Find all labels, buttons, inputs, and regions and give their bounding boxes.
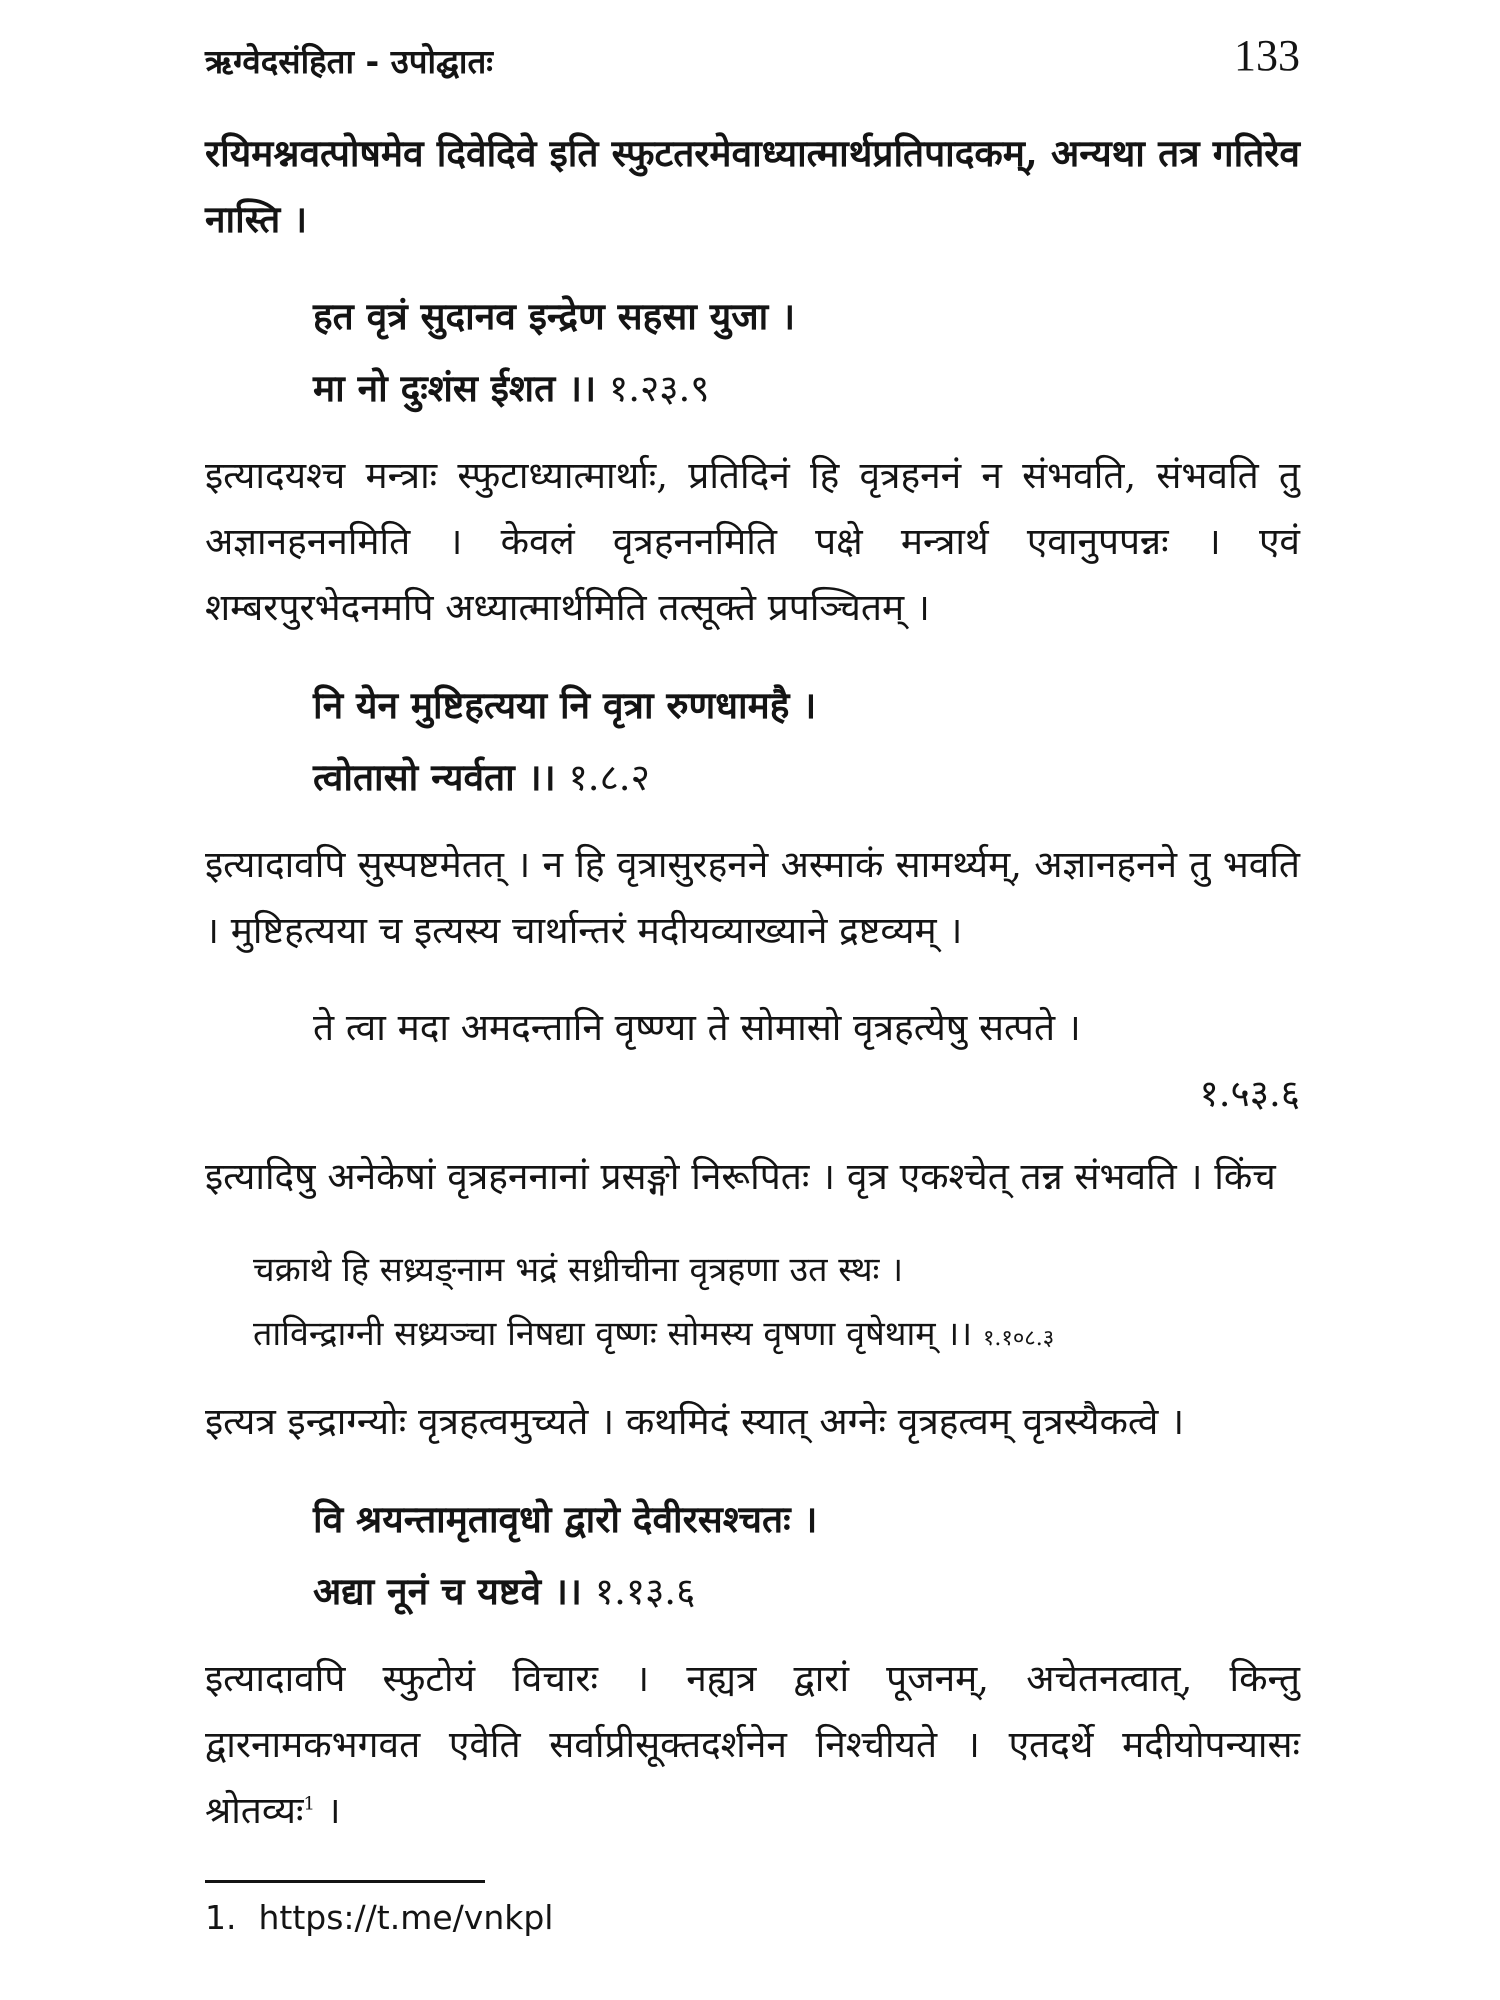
- footnote-number: 1.: [205, 1898, 237, 1937]
- page-number: 133: [1234, 31, 1300, 80]
- verse-line: [313, 352, 1300, 425]
- verse-line: चक्राथे हि सध्र्यङ्नाम भद्रं सध्रीचीना वृत्रहणा उत स्थः ।: [253, 1250, 904, 1290]
- paragraph-2: इत्यादयश्च मन्त्राः स्फुटाध्यात्मार्थाः, प्रतिदिनं हि वृत्रहननं न संभवति, संभवति तु अज्ञानहननमिति । केवलं वृत्रहननमिति पक्षे मन्त्रार्थ एवानुपपन्नः । एवं शम्बरपुरभेदनमपि अध्यात्मार्थमिति तत्सूक्ते प्रपञ्चितम् ।: [205, 454, 1300, 629]
- page-header: [205, 30, 1300, 90]
- paragraph-1: रयिमश्नवत्पोषमेव दिवेदिवे इति स्फुटतरमेवाध्यात्मार्थप्रतिपादकम्, अन्यथा तत्र गतिरेव नास्ति ।: [205, 131, 1300, 241]
- verse-text: अद्या नूनं च यष्टवे ।।: [313, 1569, 582, 1613]
- verse-text: त्वोतासो न्यर्वता ।।: [313, 755, 556, 799]
- verse-reference: १.८.२: [568, 756, 650, 799]
- verse-reference: १.५३.६: [1199, 1072, 1300, 1115]
- verse-block-2: [205, 669, 1300, 814]
- paragraph-5: इत्यत्र इन्द्राग्न्योः वृत्रहत्वमुच्यते । कथमिदं स्यात् अग्नेः वृत्रहत्वम् वृत्रस्यैकत्वे ।: [205, 1400, 1185, 1443]
- verse-line: वि श्रयन्तामृतावृधो द्वारो देवीरसश्चतः ।: [313, 1497, 818, 1541]
- paragraph-6: [205, 1646, 1300, 1844]
- verse-line: हत वृत्रं सुदानव इन्द्रेण सहसा युजा ।: [313, 294, 796, 338]
- verse-reference: १.१०८.३: [982, 1326, 1055, 1351]
- verse-line: ते त्वा मदा अमदन्तानि वृष्ण्या ते सोमासो वृत्रहत्येषु सत्पते ।: [313, 1006, 1081, 1049]
- verse-reference: १.१३.६: [594, 1570, 696, 1613]
- page-body: [205, 120, 1300, 1872]
- verse-line: [313, 1555, 1300, 1628]
- verse-line: [313, 741, 1300, 814]
- paragraph-end: ।: [314, 1789, 341, 1832]
- footnote-rule: [205, 1880, 485, 1883]
- verse-line: [253, 1302, 1300, 1371]
- paragraph-text: इत्यादावपि स्फुटोयं विचारः । नह्यत्र द्वारां पूजनम्, अचेतनत्वात्, किन्तु द्वारनामकभगवत एवेति सर्वाप्रीसूक्तदर्शनेन निश्चीयते । एतदर्थे मदीयोपन्यासः श्रोतव्यः: [205, 1657, 1300, 1832]
- verse-text: ताविन्द्राग्नी सध्र्यञ्चा निषद्या वृष्णः सोमस्य वृषणा वृषेथाम् ।।: [253, 1314, 973, 1354]
- paragraph-3: इत्यादावपि सुस्पष्टमेतत् । न हि वृत्रासुरहनने अस्माकं सामर्थ्यम्, अज्ञानहनने तु भवति । मुष्टिहत्यया च इत्यस्य चार्थान्तरं मदीयव्याख्याने द्रष्टव्यम् ।: [205, 843, 1300, 952]
- verse-line: नि येन मुष्टिहत्यया नि वृत्रा रुणधामहै ।: [313, 683, 817, 727]
- verse-text: मा नो दुःशंस ईशत ।।: [313, 366, 597, 410]
- verse-block-4: [205, 1238, 1300, 1371]
- verse-reference: १.२३.९: [609, 367, 710, 410]
- verse-block-3: [205, 992, 1300, 1064]
- footnote-link[interactable]: https://t.me/vnkpl: [258, 1898, 554, 1937]
- footnote: [205, 1898, 553, 1937]
- verse-block-1: [205, 280, 1300, 425]
- footnote-marker: 1: [303, 1793, 315, 1815]
- paragraph-4: इत्यादिषु अनेकेषां वृत्रहननानां प्रसङ्गो निरूपितः । वृत्र एकश्चेत् तन्न संभवति । किंच: [205, 1155, 1276, 1198]
- running-title: ऋग्वेदसंहिता - उपोद्घातः: [205, 42, 493, 81]
- verse-block-5: [205, 1483, 1300, 1628]
